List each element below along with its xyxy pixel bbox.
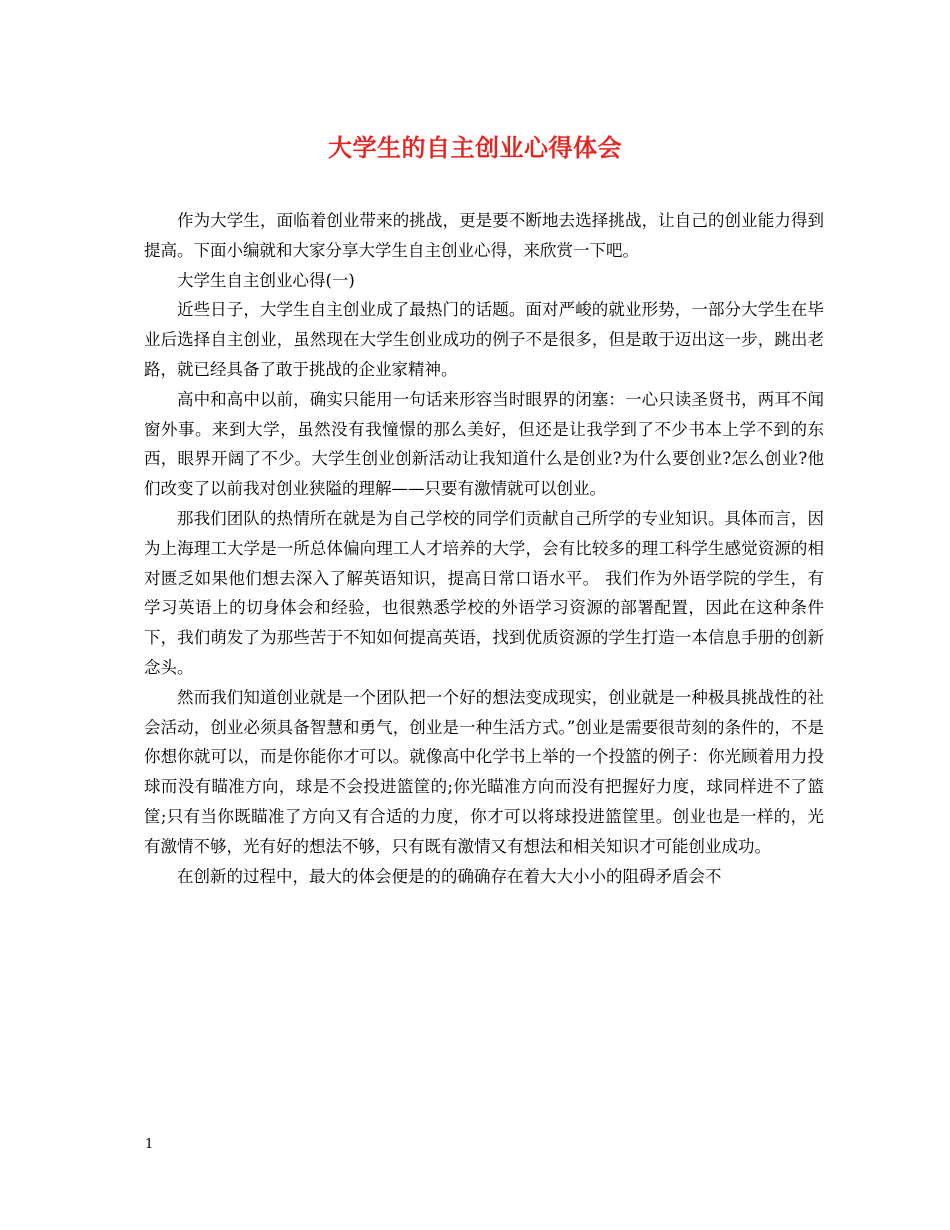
paragraph: 然而我们知道创业就是一个团队把一个好的想法变成现实，创业就是一种极具挑战性的社会活动，创业必须具备智慧和勇气，创业是一种生活方式。”创业是需要很苛刻的条件的，不是你想你就可以，而是你能你才可以。就像高中化学书上举的一个投篮的例子：你光顾着用力投球而没有瞄准方向，球是不会投进篮筐的;你光瞄准方向而没有把握好力度，球同样进不了篮筐;只有当你既瞄准了方向又有合适的力度，你才可以将球投进篮筐里。创业也是一样的，光有激情不够，光有好的想法不够，只有既有激情又有想法和相关知识才可能创业成功。 <box>144 687 824 856</box>
page-number: 1 <box>145 1137 154 1152</box>
document-title: 大学生的自主创业心得体会 <box>328 133 622 162</box>
paragraph: 在创新的过程中，最大的体会便是的的确确存在着大大小小的阻碍矛盾会不 <box>177 866 722 886</box>
paragraph: 那我们团队的热情所在就是为自己学校的同学们贡献自己所学的专业知识。具体而言，因为上海理工大学是一所总体偏向理工人才培养的大学，会有比较多的理工科学生感觉资源的相对匮乏如果他们想去深入了解英语知识，提高日常口语水平。 我们作为外语学院的学生，有学习英语上的切身体会和经验，也很熟悉学校的外语学习资源的部署配置，因此在这种条件下，我们萌发了为那些苦于不知如何提高英语，找到优质资源的学生打造一本信息手册的创新念头。 <box>144 508 824 677</box>
paragraph: 近些日子，大学生自主创业成了最热门的话题。面对严峻的就业形势，一部分大学生在毕业后选择自主创业，虽然现在大学生创业成功的例子不是很多，但是敢于迈出这一步，跳出老路，就已经具备了敢于挑战的企业家精神。 <box>144 300 824 379</box>
paragraph-intro: 作为大学生，面临着创业带来的挑战，更是要不断地去选择挑战，让自己的创业能力得到提高。下面小编就和大家分享大学生自主创业心得，来欣赏一下吧。 <box>144 211 824 260</box>
document-body <box>144 206 824 891</box>
section-heading: 大学生自主创业心得(一) <box>177 270 355 290</box>
paragraph: 高中和高中以前，确实只能用一句话来形容当时眼界的闭塞：一心只读圣贤书，两耳不闻窗外事。来到大学，虽然没有我憧憬的那么美好，但还是让我学到了不少书本上学不到的东西，眼界开阔了不少。大学生创业创新活动让我知道什么是创业?为什么要创业?怎么创业?他们改变了以前我对创业狭隘的理解——只要有激情就可以创业。 <box>144 389 824 499</box>
